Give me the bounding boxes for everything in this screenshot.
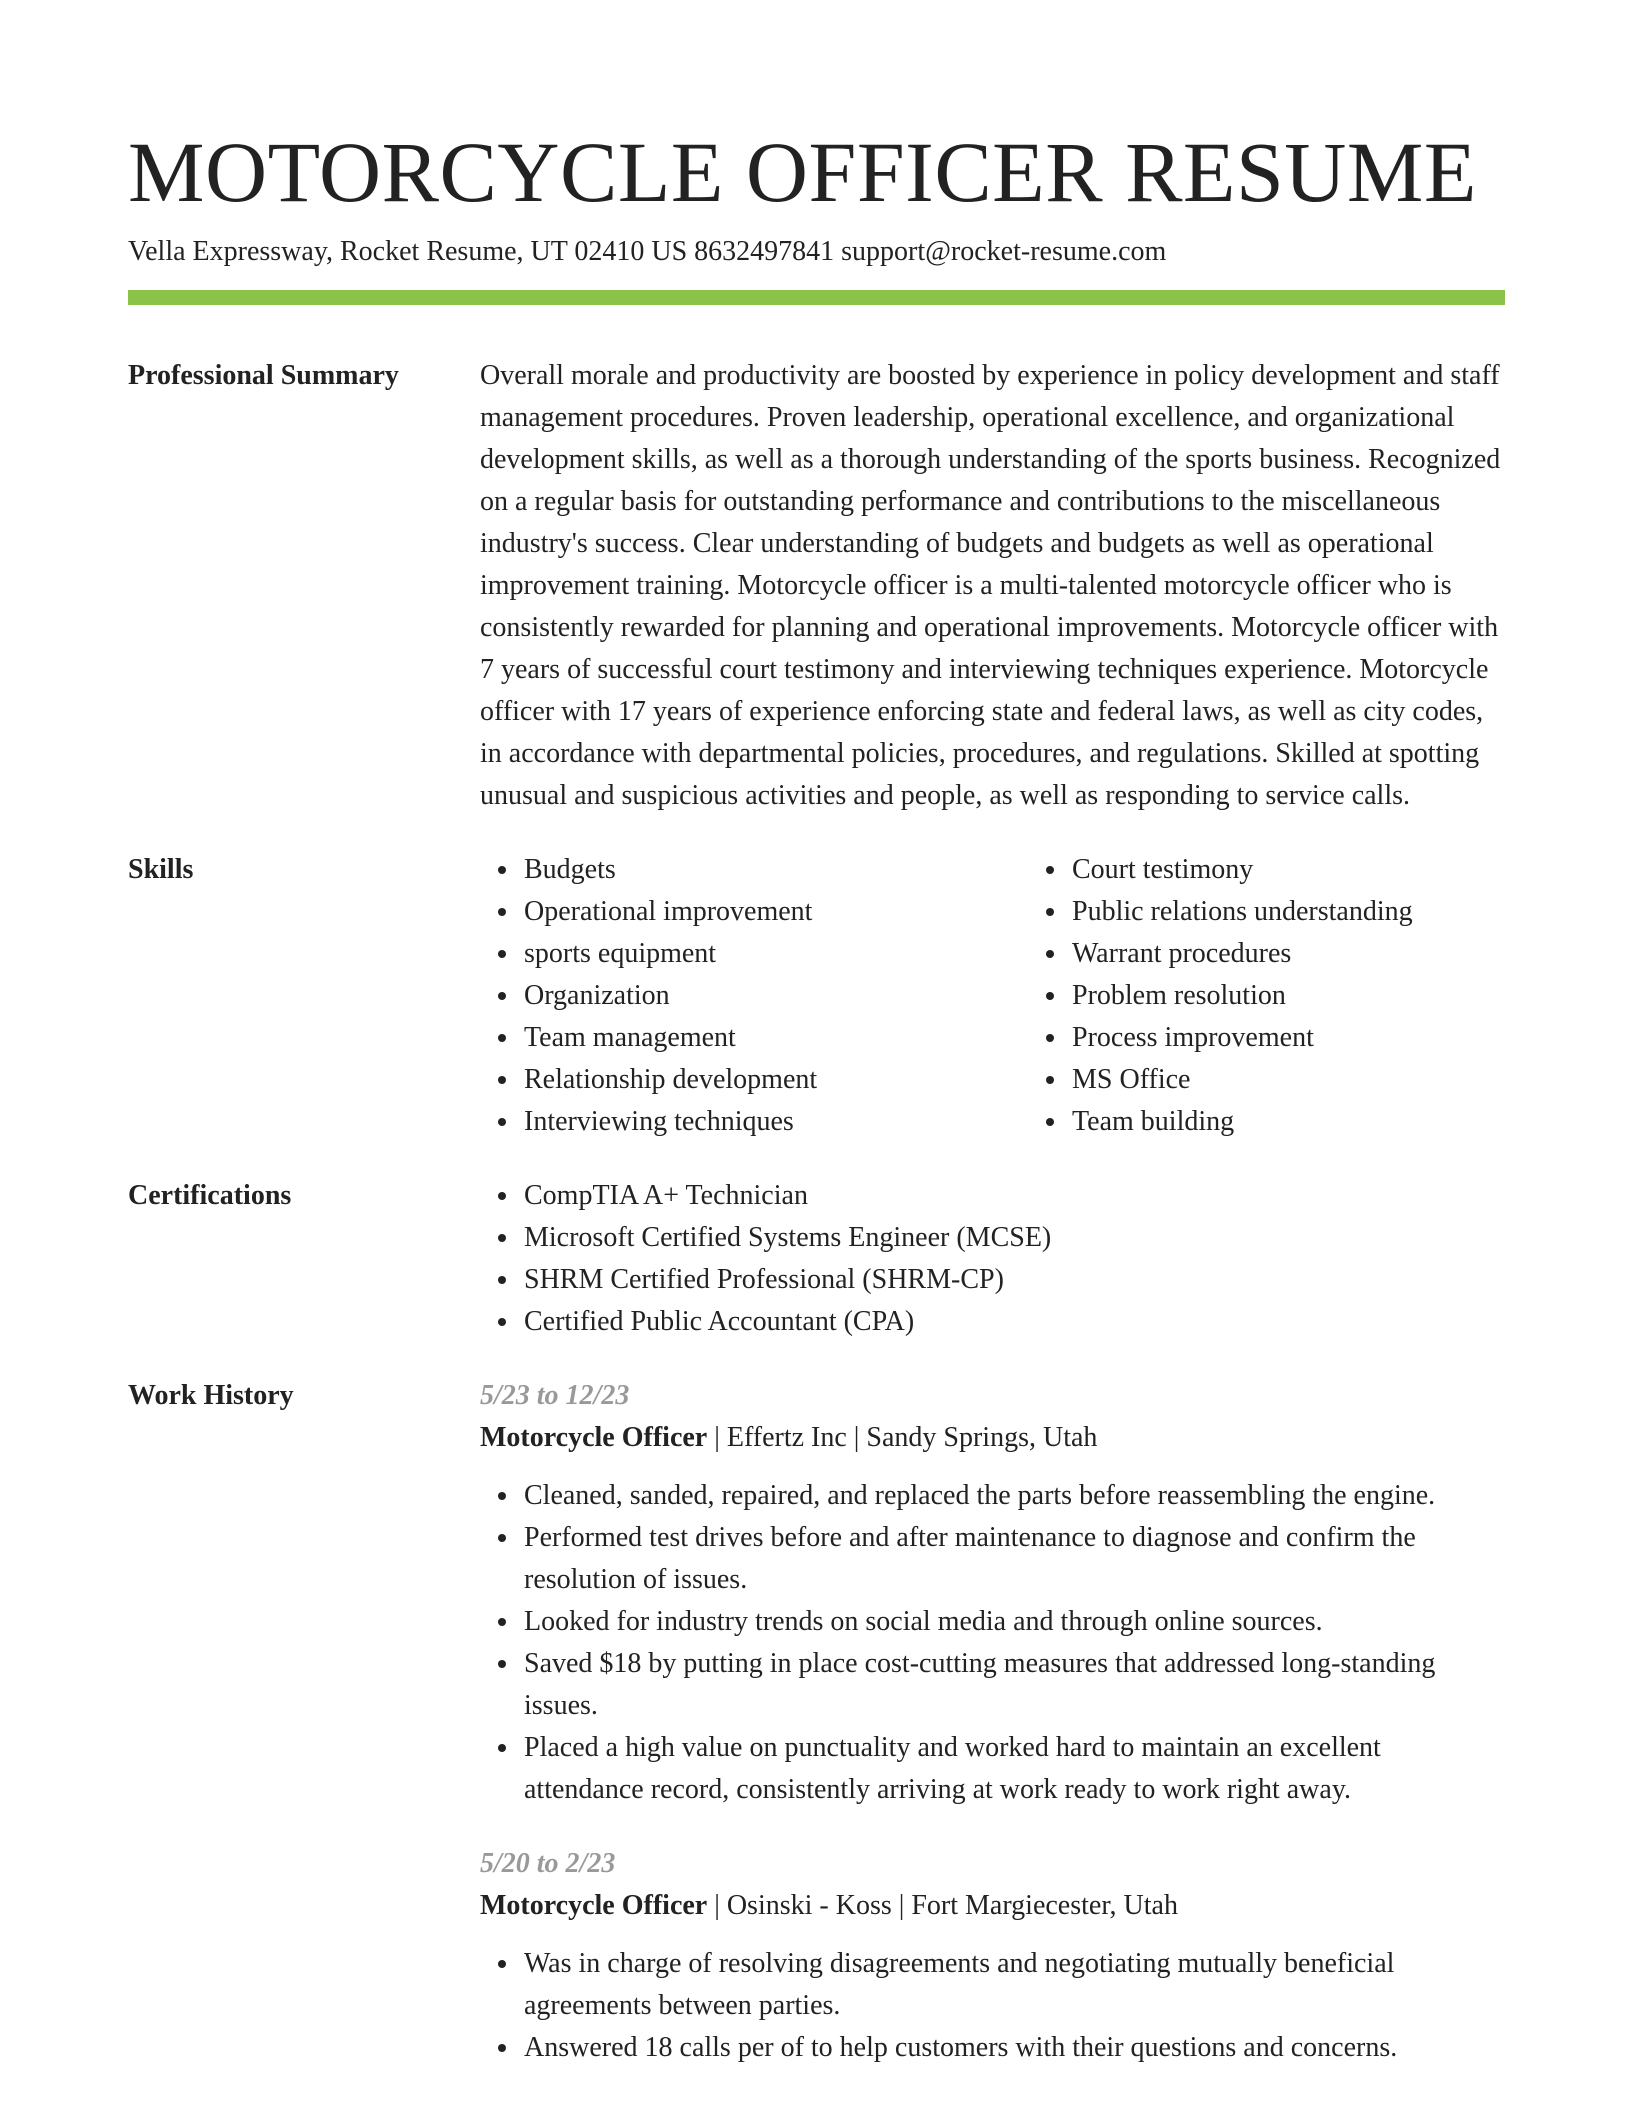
list-item: Interviewing techniques [524,1101,1028,1143]
job-bullets [480,1475,1505,1811]
list-item: Saved $18 by putting in place cost-cutting measures that addressed long-standing issues. [524,1643,1505,1727]
section-label: Skills [128,854,194,885]
list-item: Team management [524,1017,1028,1059]
list-item: Looked for industry trends on social media and through online sources. [524,1601,1505,1643]
list-item: Certified Public Accountant (CPA) [524,1301,1505,1343]
list-item: Cleaned, sanded, repaired, and replaced the parts before reassembling the engine. [524,1475,1505,1517]
skills-list-column-1 [480,849,1028,1143]
list-item: Operational improvement [524,891,1028,933]
contact-phone: 8632497841 [694,236,835,267]
job-company-location: | Effertz Inc | Sandy Springs, Utah [707,1422,1098,1453]
job-dates: 5/20 to 2/23 [480,1848,616,1879]
list-item: Court testimony [1072,849,1576,891]
contact-email: support@rocket-resume.com [841,236,1167,267]
list-item: Placed a high value on punctuality and worked hard to maintain an excellent attendance record, consistently arriving at work ready to work right away. [524,1727,1505,1811]
contact-address: Vella Expressway, Rocket Resume, UT 02410 US [128,236,688,267]
list-item: Warrant procedures [1072,933,1576,975]
list-item: Organization [524,975,1028,1017]
list-item: Public relations understanding [1072,891,1576,933]
certifications-section [128,1175,1505,1343]
skills-section [128,849,1505,1143]
list-item: Problem resolution [1072,975,1576,1017]
job-heading [480,1417,1505,1459]
job-entry [480,1843,1505,2069]
job-entry [480,1375,1505,1811]
section-label: Certifications [128,1180,292,1211]
list-item: CompTIA A+ Technician [524,1175,1505,1217]
list-item: Was in charge of resolving disagreements and negotiating mutually beneficial agreements between parties. [524,1943,1505,2027]
job-title: Motorcycle Officer [480,1890,708,1921]
summary-section [128,355,1505,817]
list-item: Team building [1072,1101,1576,1143]
resume-page [128,0,1505,2069]
resume-title: MOTORCYCLE OFFICER RESUME [128,124,1477,220]
list-item: sports equipment [524,933,1028,975]
work-history-section [128,1375,1505,2069]
certifications-list [480,1175,1505,1343]
job-company-location: | Osinski - Koss | Fort Margiecester, Utah [707,1890,1178,1921]
job-dates: 5/23 to 12/23 [480,1380,630,1411]
list-item: Answered 18 calls per of to help customers with their questions and concerns. [524,2027,1505,2069]
list-item: MS Office [1072,1059,1576,1101]
contact-line [128,232,1505,272]
job-heading [480,1885,1505,1927]
list-item: Performed test drives before and after maintenance to diagnose and confirm the resolution of issues. [524,1517,1505,1601]
list-item: SHRM Certified Professional (SHRM-CP) [524,1259,1505,1301]
job-bullets [480,1943,1505,2069]
skills-list-column-2 [1028,849,1576,1143]
summary-text: Overall morale and productivity are boosted by experience in policy development and staff management procedures. Proven leadership, operational excellence, and organizational development skills, as well as a thorough understanding of the sports business. Recognized on a regular basis for outstanding performance and contributions to the miscellaneous industry's success. Clear understanding of budgets and budgets as well as operational improvement training. Motorcycle officer is a multi-talented motorcycle officer who is consistently rewarded for planning and operational improvements. Motorcycle officer with 7 years of successful court testimony and interviewing techniques experience. Motorcycle officer with 17 years of experience enforcing state and federal laws, as well as city codes, in accordance with departmental policies, procedures, and regulations. Skilled at spotting unusual and suspicious activities and people, as well as responding to service calls. [480,360,1501,811]
section-label: Professional Summary [128,360,399,391]
jobs-list [480,1375,1505,2069]
header-divider [128,290,1505,305]
list-item: Microsoft Certified Systems Engineer (MCSE) [524,1217,1505,1259]
section-label: Work History [128,1380,294,1411]
job-title: Motorcycle Officer [480,1422,708,1453]
list-item: Budgets [524,849,1028,891]
list-item: Relationship development [524,1059,1028,1101]
list-item: Process improvement [1072,1017,1576,1059]
